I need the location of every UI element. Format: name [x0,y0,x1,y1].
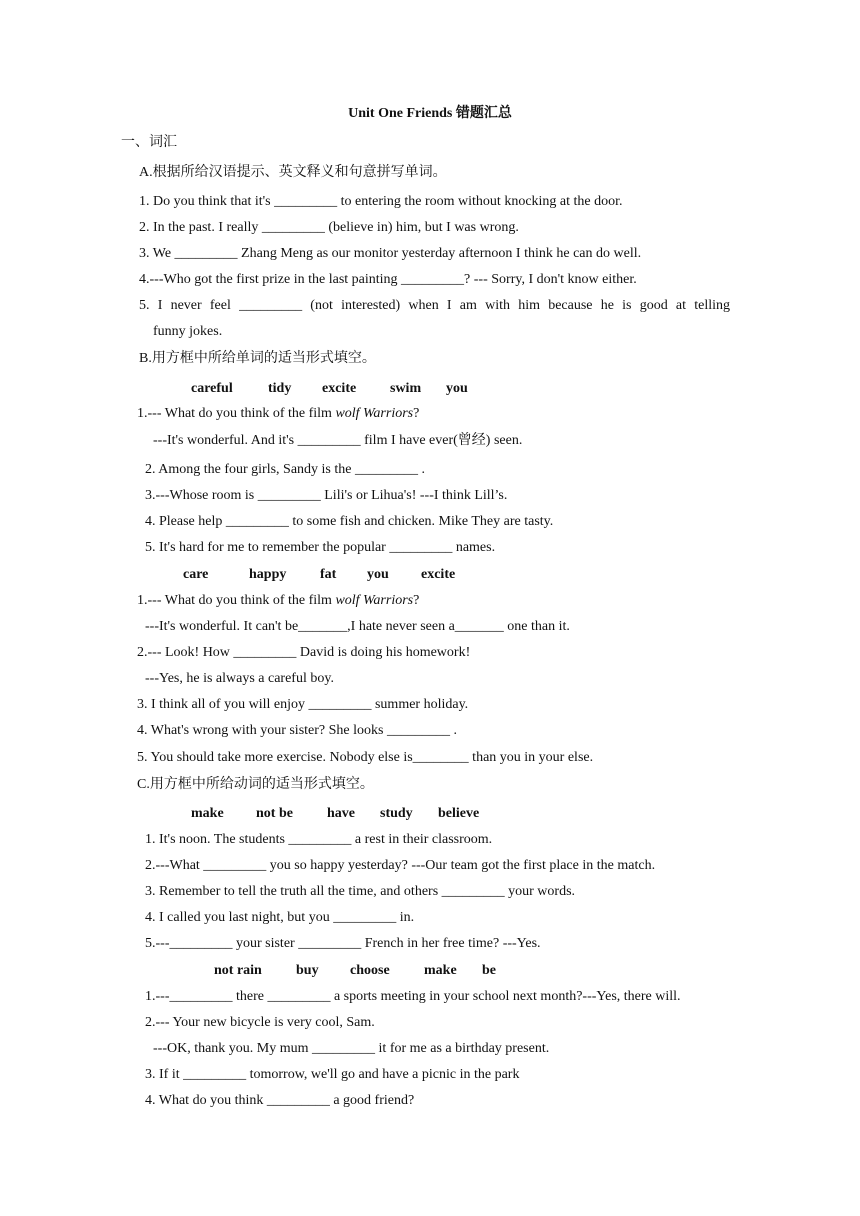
part-c1-question-4: 4. I called you last night, but you _________ in. [145,910,415,925]
word-box-item: be [482,963,496,978]
part-c2-question-2: 2.--- Your new bicycle is very cool, Sam. [145,1015,375,1030]
part-b2-question-5: 5. You should take more exercise. Nobody else is________ than you in your else. [137,750,594,765]
word-box-item: study [380,806,413,821]
part-b1-question-4: 4. Please help _________ to some fish and chicken. Mike They are tasty. [145,514,554,529]
part-b2-question-4: 4. What's wrong with your sister? She looks _________ . [137,723,457,738]
page-title: Unit One Friends 错题汇总 [348,106,512,121]
part-b1-question-5: 5. It's hard for me to remember the popular _________ names. [145,540,496,555]
part-b1-question-1-answer: ---It's wonderful. And it's _________ film I have ever(曾经) seen. [153,433,523,448]
part-b2-question-1: 1.--- What do you think of the film wolf Warriors? [137,593,420,608]
word-box-item: tidy [268,381,292,396]
part-b2-question-1-answer: ---It's wonderful. It can't be_______,I hate never seen a_______ one than it. [145,619,570,634]
part-a-question-1: 1. Do you think that it's _________ to entering the room without knocking at the door. [139,194,623,209]
word-box-item: you [367,567,389,582]
part-b2-question-2: 2.--- Look! How _________ David is doing his homework! [137,645,471,660]
word-box-item: make [191,806,224,821]
part-c1-question-5: 5.---_________ your sister _________ French in her free time? ---Yes. [145,936,541,951]
word-box-item: care [183,567,209,582]
part-a-question-4: 4.---Who got the first prize in the last painting _________? --- Sorry, I don't know either. [139,272,637,287]
word-box-item: you [446,381,468,396]
word-box-item: not rain [214,963,262,978]
part-a-question-5-continued: funny jokes. [153,324,223,339]
film-title: wolf Warriors [335,406,414,421]
word-box-item: swim [390,381,422,396]
part-a-question-3: 3. We _________ Zhang Meng as our monitor yesterday afternoon I think he can do well. [139,246,642,261]
word-box-item: not be [256,806,293,821]
word-box-item: choose [350,963,390,978]
word-box-item: buy [296,963,319,978]
word-box-item: excite [421,567,456,582]
word-box-item: excite [322,381,357,396]
word-box-item: make [424,963,457,978]
part-a-question-5: 5. I never feel _________ (not interested) when I am with him because he is good at telling [139,298,730,313]
part-a-question-2: 2. In the past. I really _________ (believe in) him, but I was wrong. [139,220,519,235]
word-box-item: fat [320,567,337,582]
word-box-item: happy [249,567,287,582]
part-b1-question-3: 3.---Whose room is _________ Lili's or Lihua's! ---I think Lill’s. [145,488,508,503]
part-b1-question-1: 1.--- What do you think of the film wolf Warriors? [137,406,420,421]
part-c2-question-1: 1.---_________ there _________ a sports meeting in your school next month?---Yes, there will. [145,989,681,1004]
word-box-item: have [327,806,355,821]
part-c1-question-1: 1. It's noon. The students _________ a rest in their classroom. [145,832,493,847]
part-c2-question-4: 4. What do you think _________ a good friend? [145,1093,415,1108]
part-b-heading: B.用方框中所给单词的适当形式填空。 [139,351,376,366]
part-c1-question-2: 2.---What _________ you so happy yesterday? ---Our team got the first place in the match. [145,858,656,873]
section-heading-vocabulary: 一、词汇 [121,135,177,150]
part-c2-question-3: 3. If it _________ tomorrow, we'll go and have a picnic in the park [145,1067,520,1082]
part-b1-question-2: 2. Among the four girls, Sandy is the _________ . [145,462,425,477]
part-c-heading: C.用方框中所给动词的适当形式填空。 [137,777,374,792]
part-b2-question-3: 3. I think all of you will enjoy _________ summer holiday. [137,697,469,712]
part-a-heading: A.根据所给汉语提示、英文释义和句意拼写单词。 [139,165,447,180]
part-b2-question-2-answer: ---Yes, he is always a careful boy. [145,671,334,686]
part-c2-question-2-answer: ---OK, thank you. My mum _________ it for me as a birthday present. [153,1041,550,1056]
part-c1-question-3: 3. Remember to tell the truth all the time, and others _________ your words. [145,884,576,899]
film-title: wolf Warriors [335,593,414,608]
word-box-item: believe [438,806,480,821]
word-box-item: careful [191,381,233,396]
